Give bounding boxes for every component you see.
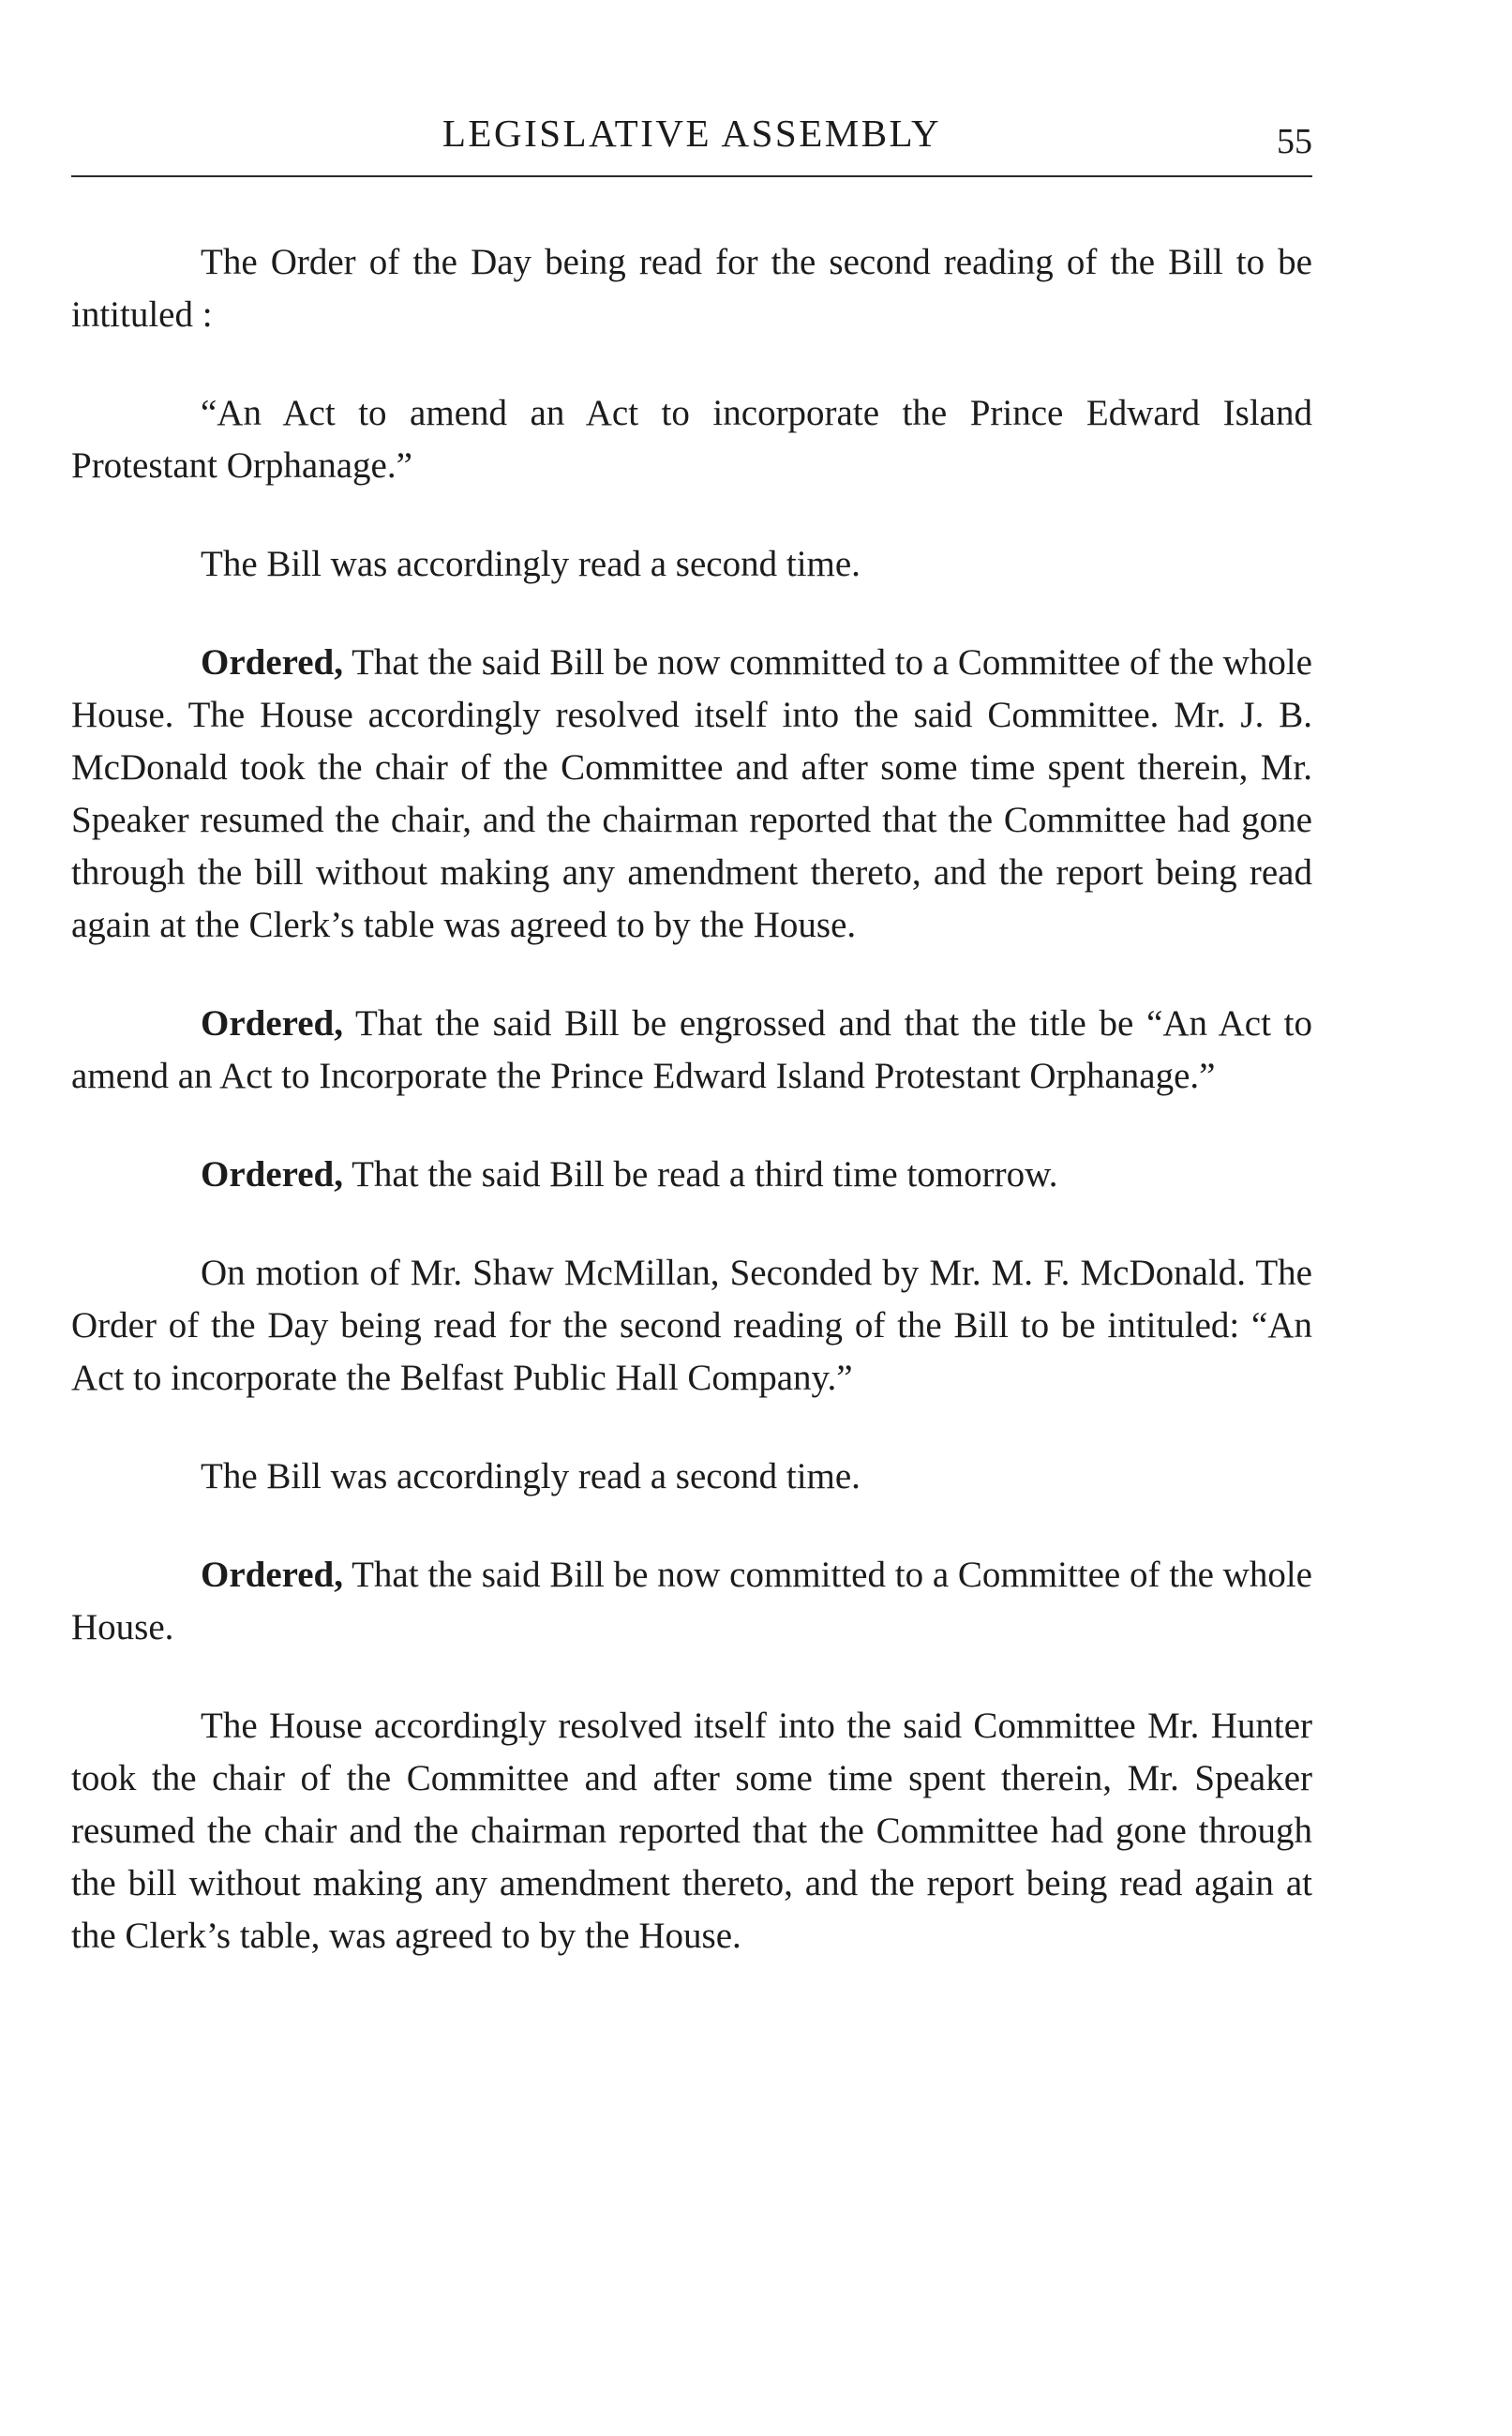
header-rule <box>71 175 1312 177</box>
paragraph-text: The Bill was accordingly read a second time. <box>201 1456 861 1496</box>
paragraph-text: That the said Bill be now committed to a Committee of the whole House. <box>71 1555 1312 1647</box>
running-header: LEGISLATIVE ASSEMBLY <box>442 112 942 155</box>
paragraph-text: That the said Bill be read a third time tomorrow. <box>352 1154 1058 1195</box>
ordered-lead: Ordered, <box>201 642 344 683</box>
paragraph <box>71 637 1312 952</box>
ordered-lead: Ordered, <box>201 1154 344 1195</box>
paragraph-text: The Bill was accordingly read a second time. <box>201 544 861 584</box>
paragraph <box>71 538 1312 591</box>
page-header <box>71 105 1312 161</box>
paragraph-text: The House accordingly resolved itself into the said Committee Mr. Hunter took the chair of the Committee and after some time spent therein, Mr. Speaker resumed the chair and the chairman reported that the Committee had gone through the bill without making any amendment thereto, and the report being read again at the Clerk’s table, was agreed to by the House. <box>71 1706 1312 1956</box>
paragraph <box>71 1247 1312 1405</box>
paragraph <box>71 236 1312 341</box>
paragraph <box>71 1451 1312 1503</box>
ordered-lead: Ordered, <box>201 1555 344 1595</box>
page-number: 55 <box>1277 122 1312 161</box>
paragraph-text: The Order of the Day being read for the second reading of the Bill to be intituled : <box>71 242 1312 335</box>
paragraph-text: That the said Bill be engrossed and that the title be “An Act to amend an Act to Incorporate the Prince Edward Island Protestant Orphanage.” <box>71 1003 1312 1096</box>
paragraph-text: “An Act to amend an Act to incorporate the Prince Edward Island Protestant Orphanage.” <box>71 393 1312 486</box>
paragraph <box>71 1700 1312 1962</box>
paragraph-text: That the said Bill be now committed to a Committee of the whole House. The House accordingly resolved itself into the said Committee. Mr. J. B. McDonald took the chair of the Committee and after some time spent therein, Mr. Speaker resumed the chair, and the chairman reported that the Committee had gone through the bill without making any amendment thereto, and the report being read again at the Clerk’s table was agreed to by the House. <box>71 642 1312 945</box>
document-page <box>71 0 1312 2436</box>
paragraph <box>71 1149 1312 1201</box>
body-text <box>71 236 1312 2008</box>
ordered-lead: Ordered, <box>201 1003 344 1044</box>
paragraph <box>71 1549 1312 1654</box>
paragraph-text: On motion of Mr. Shaw McMillan, Seconded by Mr. M. F. McDonald. The Order of the Day being read for the second reading of the Bill to be intituled: “An Act to incorporate the Belfast Public Hall Company.” <box>71 1253 1312 1398</box>
paragraph <box>71 387 1312 492</box>
paragraph <box>71 998 1312 1103</box>
